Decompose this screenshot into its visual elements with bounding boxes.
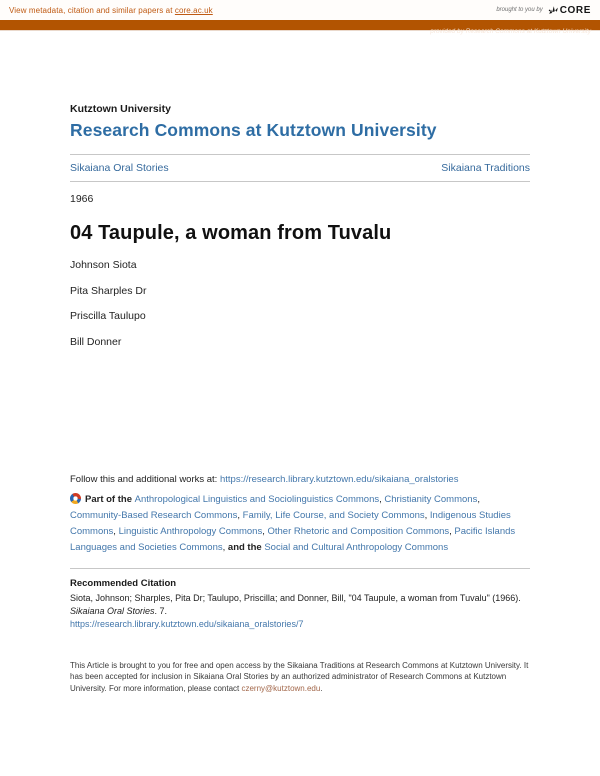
- publication-year: 1966: [70, 193, 94, 205]
- email-link[interactable]: czerny@kutztown.edu: [241, 683, 321, 693]
- recommended-citation-heading: Recommended Citation: [70, 577, 177, 589]
- text-segment: ,: [424, 509, 430, 521]
- cover-page: [70, 103, 530, 694]
- follow-works-line: [70, 474, 530, 485]
- institution-name: Kutztown University: [70, 103, 171, 115]
- metadata-line: [9, 6, 213, 15]
- author-name: Priscilla Taulupo: [70, 310, 146, 322]
- part-of-paragraph: [70, 492, 530, 556]
- inline-link[interactable]: Community-Based Research Commons: [70, 509, 238, 521]
- core-logo[interactable]: [548, 5, 591, 16]
- part-of-segments: [70, 494, 515, 553]
- text-segment: ,: [262, 525, 268, 537]
- document-title: 04 Taupule, a woman from Tuvalu: [70, 222, 392, 244]
- series-link-traditions[interactable]: Sikaiana Traditions: [441, 162, 530, 174]
- inline-link[interactable]: Anthropological Linguistics and Sociolinguistics Commons: [134, 493, 380, 505]
- text-segment: ,: [379, 493, 385, 505]
- series-link-oral-stories[interactable]: Sikaiana Oral Stories: [70, 162, 169, 174]
- text-segment: Siota, Johnson; Sharples, Pita Dr; Taulupo, Priscilla; and Donner, Bill, "04 Taupule, a woman from Tuvalu" (1966).: [70, 592, 521, 603]
- core-metadata-bar: [0, 0, 600, 20]
- metadata-text: View metadata, citation and similar papers at: [9, 5, 175, 15]
- author-name: Pita Sharples Dr: [70, 284, 147, 297]
- text-segment: ,: [237, 509, 243, 521]
- inline-link[interactable]: Pacific Islands Languages and Societies Commons: [70, 525, 516, 553]
- inline-link[interactable]: Other Rhetoric and Composition Commons: [267, 525, 450, 537]
- citation-text: [70, 592, 530, 618]
- text-segment: ,: [449, 525, 455, 537]
- text-segment: ,: [477, 493, 480, 505]
- citation-url-line: [70, 618, 530, 631]
- inline-link[interactable]: Family, Life Course, and Society Commons: [242, 509, 425, 521]
- author-name: Bill Donner: [70, 335, 122, 348]
- follow-works-link[interactable]: https://research.library.kutztown.edu/sikaiana_oralstories: [219, 473, 459, 485]
- brought-to-you-by-label: brought to you by: [496, 7, 543, 13]
- text-segment: This Article is brought to you for free and open access by the Sikaiana Traditions at Research Commons at Kutztown University. It has been accepted for inclusion in Sikaiana Oral Stories by an authorized administrator of Research Commons at Kutztown University. For more information, please contact: [70, 660, 529, 693]
- access-statement: [70, 660, 530, 695]
- author-list: [70, 259, 530, 349]
- text-segment: . 7.: [154, 605, 168, 616]
- series-nav-row: [70, 155, 530, 181]
- divider: [70, 568, 530, 569]
- core-logo-icon: [548, 5, 558, 15]
- text-segment: .: [320, 683, 323, 693]
- text-segment: Part of the: [85, 493, 135, 505]
- inline-link[interactable]: Social and Cultural Anthropology Commons: [264, 541, 449, 553]
- author-name: Johnson Siota: [70, 259, 137, 271]
- core-branding: [496, 5, 591, 16]
- text-segment: and the: [227, 541, 265, 553]
- inline-link[interactable]: Linguistic Anthropology Commons: [118, 525, 263, 537]
- core-ac-uk-link[interactable]: core.ac.uk: [174, 5, 213, 15]
- inline-link[interactable]: Christianity Commons: [384, 493, 478, 505]
- provided-by-bar: [0, 20, 600, 35]
- text-segment: Sikaiana Oral Stories: [70, 605, 155, 616]
- repository-title[interactable]: Research Commons at Kutztown University: [70, 120, 437, 140]
- commons-network-icon: [70, 493, 81, 504]
- text-segment: ,: [222, 541, 228, 553]
- citation-url-link[interactable]: https://research.library.kutztown.edu/sikaiana_oralstories/7: [70, 618, 304, 629]
- inline-link[interactable]: Indigenous Studies Commons: [70, 509, 511, 537]
- provided-by-text: provided by Research Commons at Kutztown University: [430, 28, 591, 35]
- text-segment: ,: [113, 525, 119, 537]
- core-logo-text: CORE: [559, 4, 591, 16]
- follow-works-text: Follow this and additional works at:: [70, 473, 220, 485]
- divider: [70, 181, 530, 182]
